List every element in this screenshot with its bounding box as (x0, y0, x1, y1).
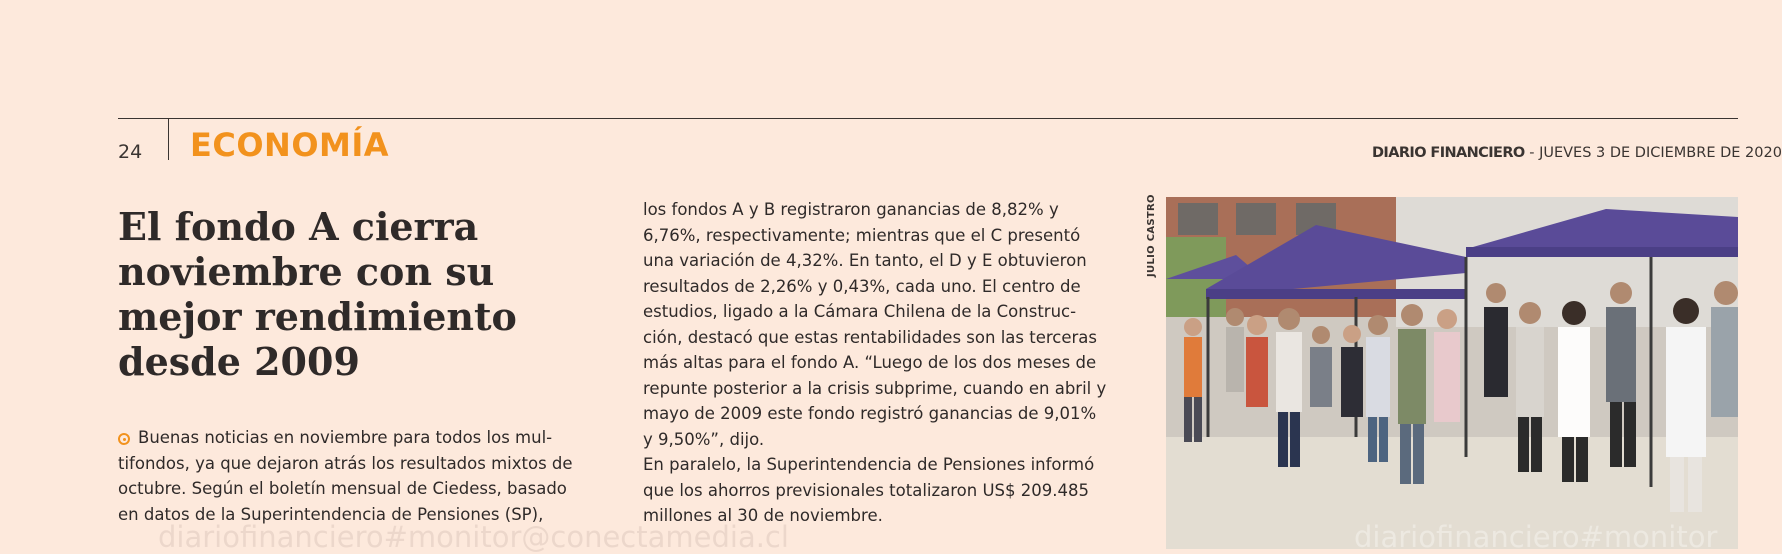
body-line: mayo de 2009 este fondo registró ganancias de 9,01% (643, 404, 1097, 423)
body-line: y 9,50%”, dijo. (643, 429, 765, 449)
page-number: 24 (118, 141, 143, 163)
photo-credit: JULIO CASTRO (1146, 194, 1157, 277)
body-line: millones al 30 de noviembre. (643, 506, 883, 525)
body-line: repunte posterior a la crisis subprime, cuando en abril y (643, 378, 1107, 398)
body-line: En paralelo, la Superintendencia de Pensiones informó (643, 455, 1095, 474)
masthead (1372, 145, 1782, 161)
watermark-right: diariofinanciero#monitor (1354, 520, 1718, 554)
article-body-column (643, 197, 1106, 529)
lead-line: tifondos, ya que dejaron atrás los resultados mixtos de (118, 453, 573, 473)
masthead-name: DIARIO FINANCIERO (1372, 145, 1525, 161)
body-line: más altas para el fondo A. “Luego de los dos meses de (643, 353, 1097, 372)
watermark-left: diariofinanciero#monitor@conectamedia.cl (158, 520, 789, 554)
masthead-separator: - (1524, 145, 1540, 161)
lead-line: Buenas noticias en noviembre para todos los mul- (118, 425, 573, 451)
header-rule (118, 118, 1738, 119)
body-line: 6,76%, respectivamente; mientras que el C presentó (643, 225, 1081, 245)
body-line: que los ahorros previsionales totalizaron US$ 209.485 (643, 480, 1090, 500)
body-line: una variación de 4,32%. En tanto, el D y E obtuvieron (643, 251, 1087, 270)
body-line: estudios, ligado a la Cámara Chilena de la Construc- (643, 302, 1077, 321)
news-photo (1166, 197, 1738, 549)
body-line: ción, destacó que estas rentabilidades son las terceras (643, 327, 1097, 347)
article-headline: El fondo A cierra noviembre con su mejor rendimiento desde 2009 (118, 204, 517, 384)
body-line: los fondos A y B registraron ganancias de 8,82% y (643, 200, 1059, 219)
bullet-icon (118, 433, 130, 445)
section-title: ECONOMÍA (190, 126, 390, 164)
masthead-date: JUEVES 3 DE DICIEMBRE DE 2020 (1539, 145, 1782, 161)
news-photo-illustration (1166, 197, 1738, 549)
lead-line: octubre. Según el boletín mensual de Ciedess, basado (118, 479, 567, 498)
header-divider (168, 118, 169, 160)
article-lead-column (118, 425, 573, 527)
body-line: resultados de 2,26% y 0,43%, cada uno. El centro de (643, 276, 1081, 296)
lead-line: en datos de la Superintendencia de Pensiones (SP), (118, 504, 544, 524)
